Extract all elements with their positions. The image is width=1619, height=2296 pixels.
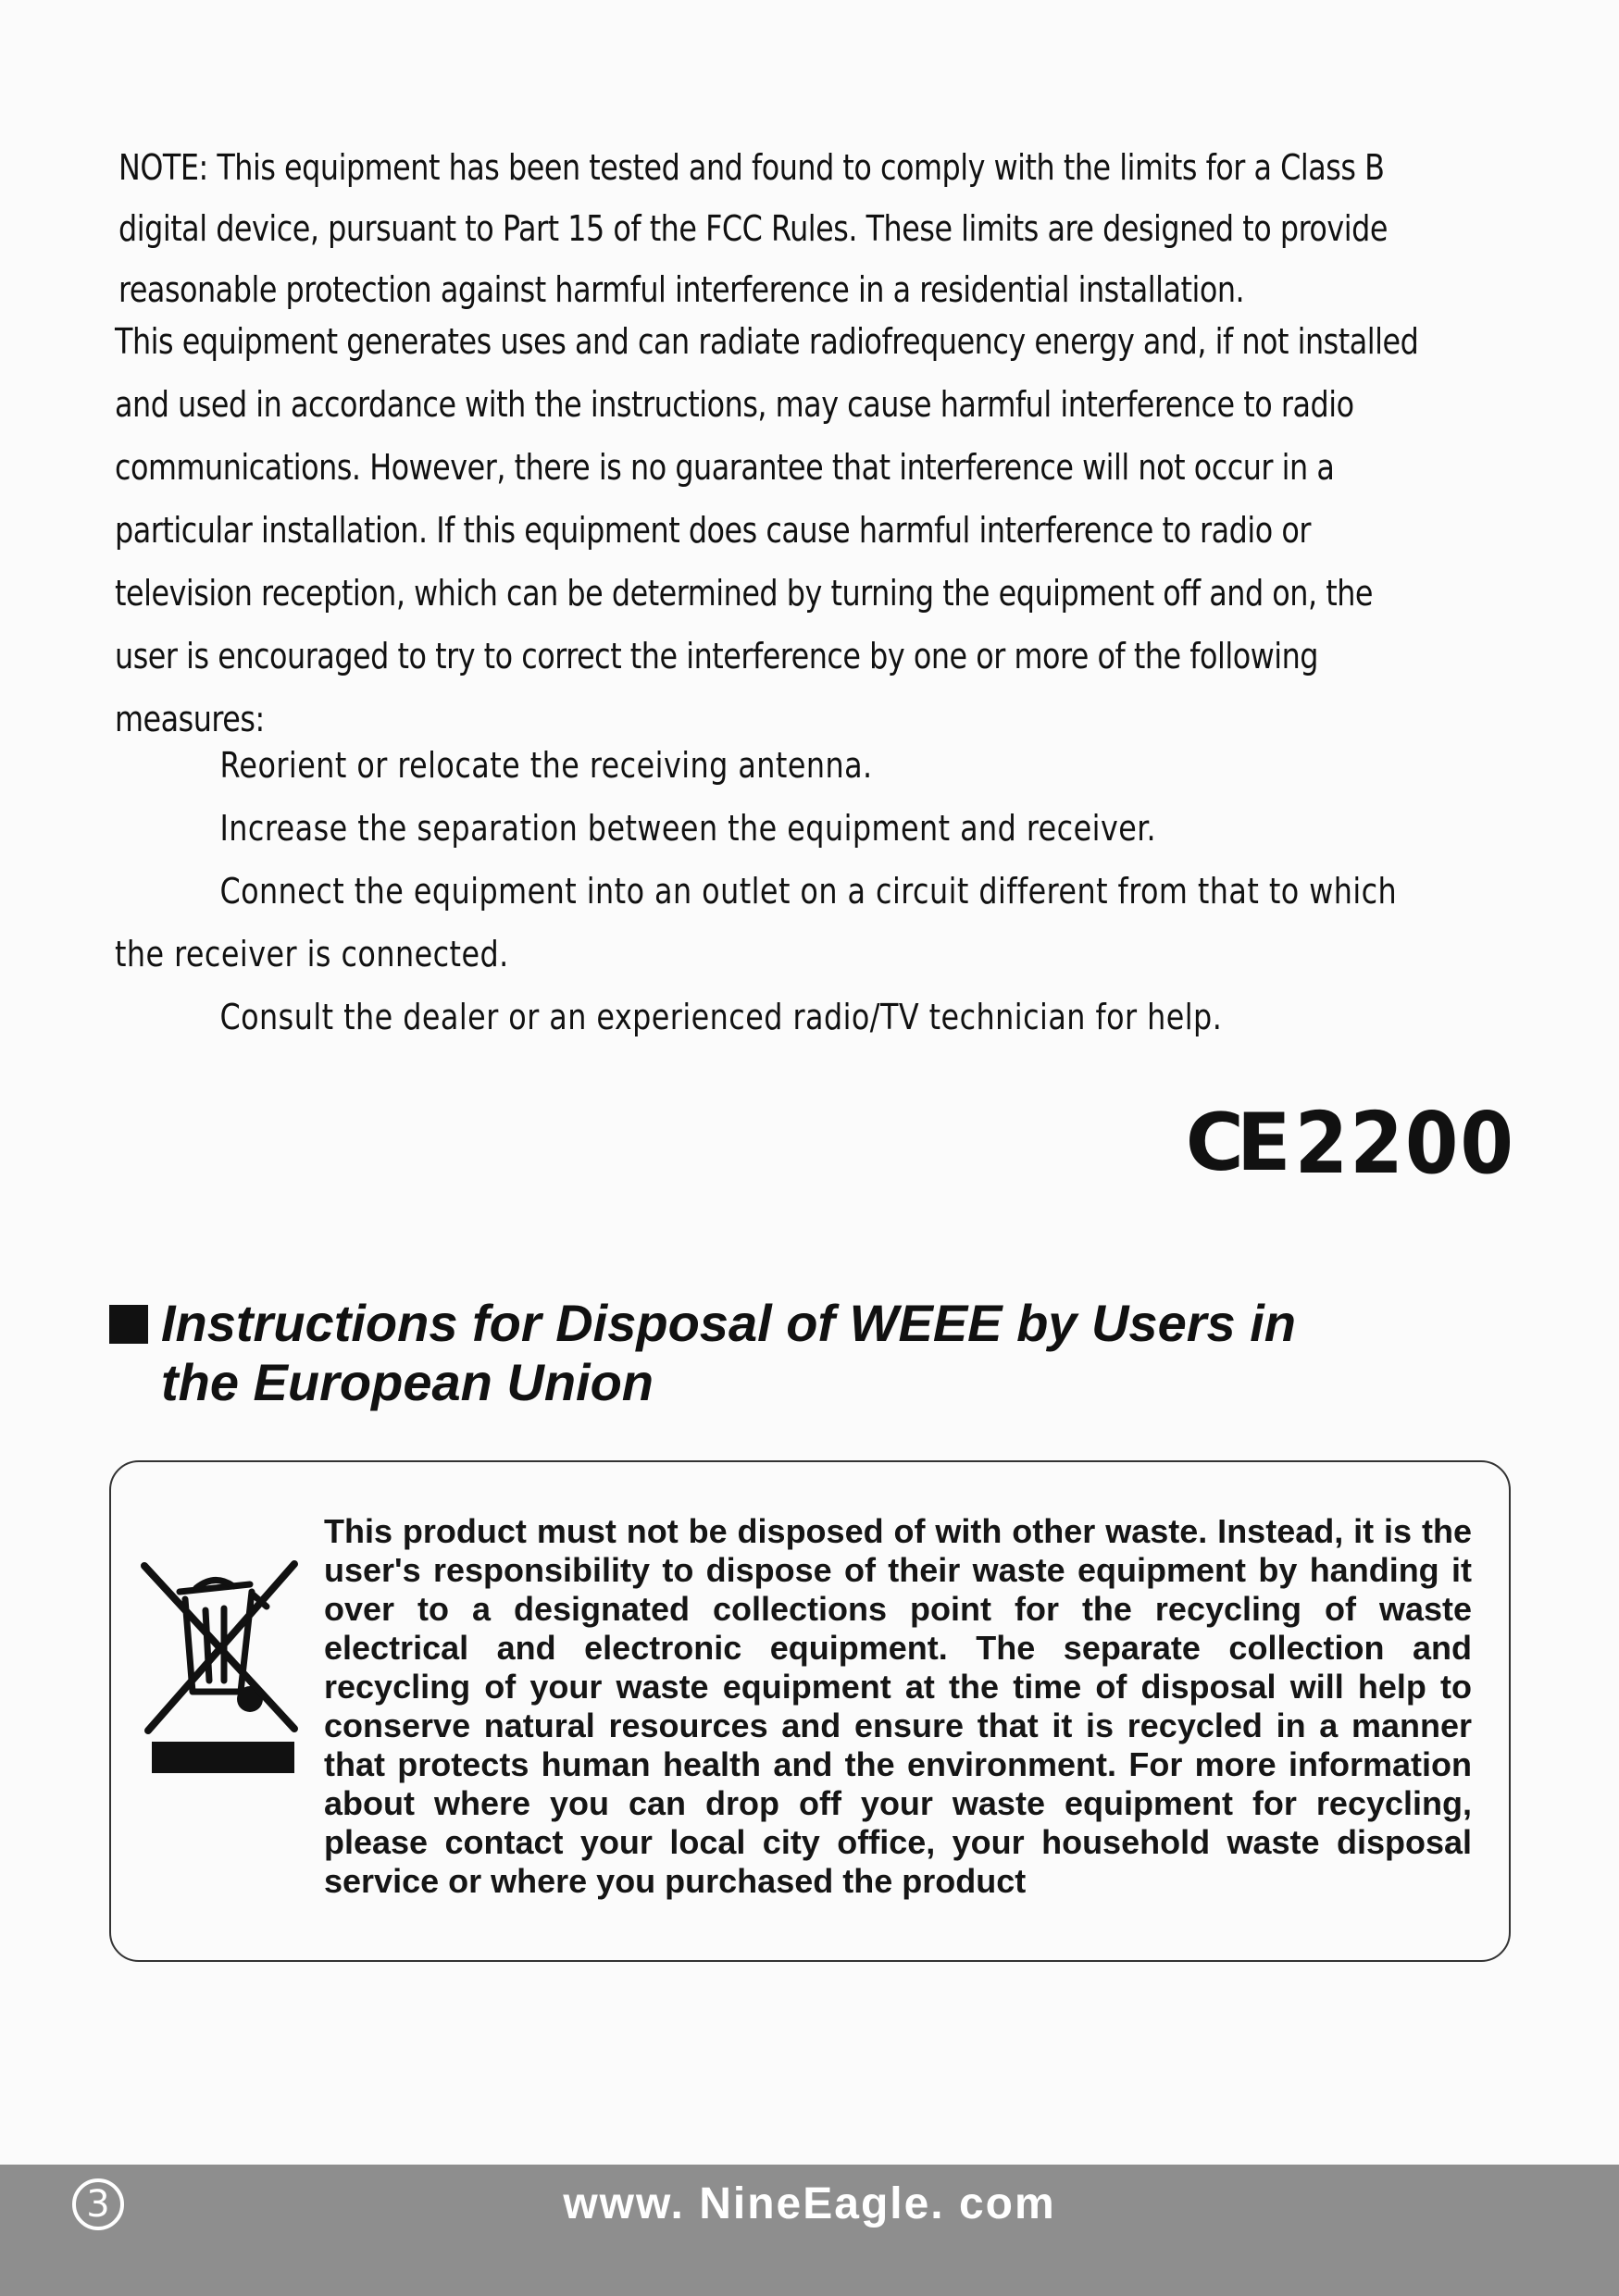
weee-heading-line-2: the European Union [161, 1353, 654, 1411]
crossed-out-wheelie-bin-icon [131, 1553, 307, 1738]
notified-body-number: 2200 [1294, 1093, 1515, 1193]
measure-item-consult-dealer: Consult the dealer or an experienced radio/TV technician for help. [219, 997, 1223, 1037]
weee-heading [109, 1294, 1516, 1412]
weee-heading-line-1: Instructions for Disposal of WEEE by Users in [161, 1294, 1296, 1352]
website-url: www. NineEagle. com [563, 2179, 1056, 2228]
ce-logo: CE [1185, 1097, 1284, 1189]
weee-bar-icon [152, 1742, 294, 1773]
measure-item-different-outlet: Connect the equipment into an outlet on a circuit different from that to which the receiver is connected. [115, 871, 1398, 974]
page-number-badge: 3 [72, 2178, 124, 2230]
fcc-note-paragraph: NOTE: This equipment has been tested and found to comply with the limits for a Class B digital device, pursuant to Part 15 of the FCC Rules. These limits are designed to provide reasonable protection against harmful interference in a residential installation. [118, 147, 1388, 310]
square-bullet-icon [109, 1305, 148, 1344]
weee-notice-box [109, 1460, 1511, 1962]
measure-item-increase-separation: Increase the separation between the equipment and receiver. [219, 808, 1157, 849]
page-footer [0, 2165, 1619, 2296]
measure-item-reorient-antenna: Reorient or relocate the receiving antenna. [219, 745, 873, 786]
measures-list [115, 734, 1432, 1049]
fcc-body-paragraph: This equipment generates uses and can radiate radiofrequency energy and, if not installed and used in accordance with the instructions, may cause harmful interference to radio communications. However, there is no guarantee that interference will not occur in a particular installation. If this equipment does cause harmful interference to radio or television reception, which can be determined by turning the equipment off and on, the user is encouraged to try to correct the interference by one or more of the following measures: [115, 321, 1419, 739]
ce-mark [1186, 1092, 1515, 1194]
weee-notice-text: This product must not be disposed of with other waste. Instead, it is the user's responsibility to dispose of their waste equipment by handing it over to a designated collections point for the recycling of waste electrical and electronic equipment. The separate collection and recycling of your waste equipment at the time of disposal will help to conserve natural resources and ensure that it is recycled in a manner that protects human health and the environment. For more information about where you can drop off your waste equipment for recycling, please contact your local city office, your household waste disposal service or where you purchased the product [324, 1512, 1472, 1900]
